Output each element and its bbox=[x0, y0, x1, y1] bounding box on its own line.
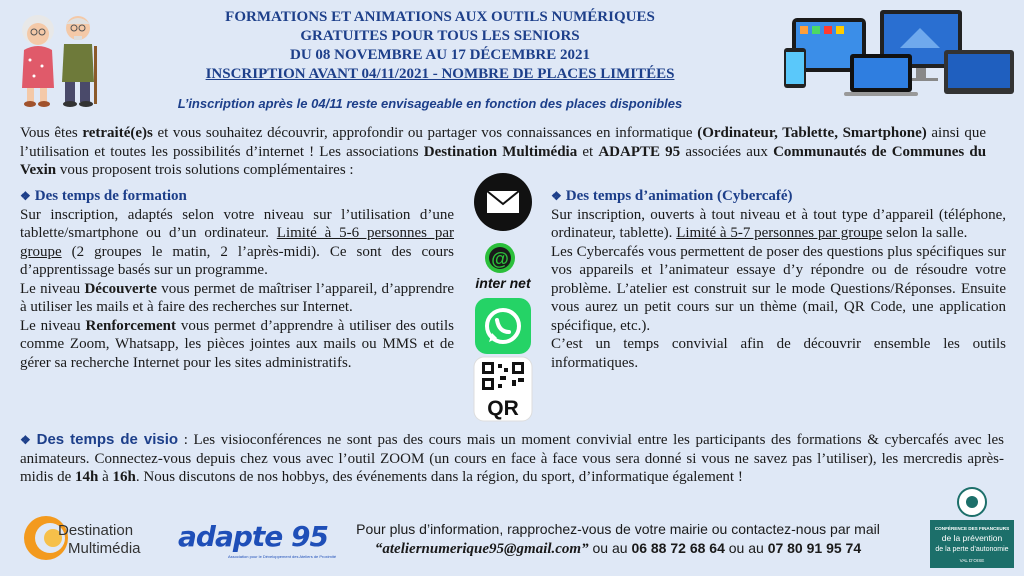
intro-bold-2: (Ordinateur, Tablette, Smartphone) bbox=[697, 125, 927, 141]
header-line-1: FORMATIONS ET ANIMATIONS AUX OUTILS NUMÉRIQUES bbox=[225, 9, 655, 25]
formation-section bbox=[20, 187, 454, 372]
page-header bbox=[120, 8, 760, 84]
visio-heading bbox=[20, 431, 178, 448]
visio-text-3: . Nous discutons de nos hobbys, des événements dans la région, du sport, d’informatique également ! bbox=[135, 469, 743, 485]
a95-logo-text: adapte 95 bbox=[178, 520, 328, 553]
a95-logo-tagline: Association pour le Développement des Ateliers de Proximité bbox=[228, 554, 337, 559]
intro-text-3: ainsi que l’utilisation et toutes les possibilités d’internet ! Les associations bbox=[20, 125, 987, 160]
seniors-illustration bbox=[8, 6, 112, 110]
intro-bold-4: ADAPTE 95 bbox=[598, 143, 681, 160]
visio-end-time: 16h bbox=[112, 469, 136, 485]
footer-line-2 bbox=[318, 539, 918, 559]
footer-line-1: Pour plus d’information, rapprochez-vous de votre mairie ou contactez-nous par mail bbox=[356, 521, 880, 537]
cf-logo-line-1: CONFÉRENCE DES FINANCEURS bbox=[934, 526, 1010, 531]
formation-text-2: (2 groupes le matin, 2 l’après-midi). Ce sont des cours d’apprentissage basés sur un programme. bbox=[20, 243, 454, 278]
contact-phone-1[interactable]: 06 88 72 68 64 bbox=[631, 540, 725, 556]
contact-email-link[interactable]: “ateliernumerique95@gmail.com” bbox=[374, 541, 589, 557]
adapte-95-logo bbox=[176, 510, 337, 566]
conference-financeurs-logo bbox=[928, 484, 1016, 570]
formation-title: Des temps de formation bbox=[34, 188, 187, 204]
visio-text-2: à bbox=[98, 469, 113, 485]
qr-icon-label: QR bbox=[487, 397, 519, 420]
animation-paragraph-2: Les Cybercafés vous permettent de poser des questions plus spécifiques sur vos appareils et l’animateur essaye d’y répondre ou de résoudre votre problème. L’atelier est construit sur le mode Questions/Réponses. Ensuite vous aurez un petit cours sur un thème (mail, QR Code, une application spécifique, etc.). bbox=[551, 243, 1006, 334]
svg-text:@: @ bbox=[491, 249, 509, 269]
diamond-bullet-icon: ❖ bbox=[551, 189, 562, 203]
animation-paragraph-3: C’est un temps convivial afin de découvrir ensemble les outils informatiques. bbox=[551, 336, 1006, 371]
animation-section bbox=[551, 187, 1006, 372]
intro-bold-3: Destination Multimédia bbox=[423, 143, 578, 160]
intro-text-5: associées aux bbox=[680, 143, 774, 160]
footer-or-1: ou au bbox=[588, 540, 632, 556]
intro-text-6: vous proposent trois solutions complémentaires : bbox=[56, 162, 354, 178]
intro-text-4: et bbox=[577, 143, 599, 160]
animation-text-1: Sur inscription, ouverts à tout niveau et à tout type d’appareil (téléphone, ordinateur, tablette). bbox=[551, 206, 1006, 241]
contact-phone-2[interactable]: 07 80 91 95 74 bbox=[767, 540, 862, 556]
qr-code-icon bbox=[472, 356, 534, 422]
intro-bold-5: Communautés de Communes du Vexin bbox=[20, 143, 987, 178]
formation-paragraph-2 bbox=[20, 280, 454, 317]
intro-text-2: et vous souhaitez découvrir, approfondir ou partager vos connaissances en informatique bbox=[152, 125, 698, 141]
email-icon bbox=[472, 172, 534, 232]
level-renforcement: Renforcement bbox=[85, 317, 177, 334]
formation-limit: Limité à 5-6 personnes par groupe bbox=[20, 225, 454, 260]
level-decouverte: Découverte bbox=[84, 280, 157, 297]
visio-start-time: 14h bbox=[75, 469, 99, 485]
footer-or-2: ou au bbox=[724, 540, 768, 556]
animation-paragraph-1 bbox=[551, 206, 1006, 243]
dm-logo-line-1: Destination bbox=[58, 522, 134, 539]
devices-illustration bbox=[780, 8, 1016, 98]
cf-logo-line-2: de la prévention bbox=[941, 533, 1003, 543]
formation-text-1: Sur inscription, adaptés selon votre niveau sur l’utilisation d’une tablette/smartphone ou d’un ordinateur. bbox=[20, 206, 454, 241]
animation-heading bbox=[551, 187, 1006, 206]
whatsapp-icon bbox=[472, 296, 534, 356]
header-subtitle: L’inscription après le 04/11 reste envisageable en fonction des places disponibles bbox=[177, 96, 683, 111]
destination-multimedia-logo bbox=[22, 508, 172, 566]
formation-paragraph-1 bbox=[20, 206, 454, 280]
formation-text-3: Le niveau bbox=[20, 280, 85, 297]
dm-logo-line-2: Multimédia bbox=[68, 540, 141, 557]
visio-section bbox=[20, 431, 1004, 487]
formation-heading bbox=[20, 187, 454, 206]
diamond-bullet-icon: ❖ bbox=[20, 433, 33, 447]
formation-text-6: vous permet d’apprendre à utiliser des outils comme Zoom, Whatsapp, les pièces jointes aux mails ou MMS et de gérer sa recherche Internet pour les sites administratifs. bbox=[20, 317, 454, 371]
header-line-2: GRATUITES POUR TOUS LES SENIORS bbox=[300, 28, 580, 44]
visio-text-1: : Les visioconférences ne sont pas des cours mais un moment convivial entre les participants des formations & cybercafés avec les animateurs. Connectez-vous depuis chez vous avec l’outil ZOOM (un cours en face à face vous sera donné si vous ne savez pas l’utiliser), les mercredis après-midis de bbox=[20, 432, 1004, 485]
intro-text-1: Vous êtes bbox=[20, 125, 83, 141]
internet-icon-label: inter net bbox=[475, 275, 531, 291]
animation-limit: Limité à 5-7 personnes par groupe bbox=[676, 225, 883, 241]
contact-footer bbox=[318, 520, 918, 559]
formation-paragraph-3 bbox=[20, 317, 454, 373]
cf-logo-line-4: VAL D’OISE bbox=[959, 558, 985, 563]
animation-title: Des temps d’animation (Cybercafé) bbox=[565, 188, 793, 204]
cf-logo-line-3: de la perte d’autonomie bbox=[935, 546, 1009, 553]
visio-title: Des temps de visio bbox=[36, 431, 179, 448]
header-line-4: INSCRIPTION AVANT 04/11/2021 - NOMBRE DE PLACES LIMITÉES bbox=[205, 66, 675, 82]
intro-bold-1: retraité(e)s bbox=[82, 125, 153, 141]
animation-text-2: selon la salle. bbox=[882, 225, 968, 241]
formation-text-5: Le niveau bbox=[20, 317, 86, 334]
diamond-bullet-icon: ❖ bbox=[20, 189, 31, 203]
formation-text-4: vous permet de maîtriser l’appareil, d’apprendre à utiliser les mails et à faire des recherches sur Internet. bbox=[20, 280, 454, 315]
internet-icon bbox=[472, 236, 534, 296]
header-line-3: DU 08 NOVEMBRE AU 17 DÉCEMBRE 2021 bbox=[289, 47, 590, 63]
